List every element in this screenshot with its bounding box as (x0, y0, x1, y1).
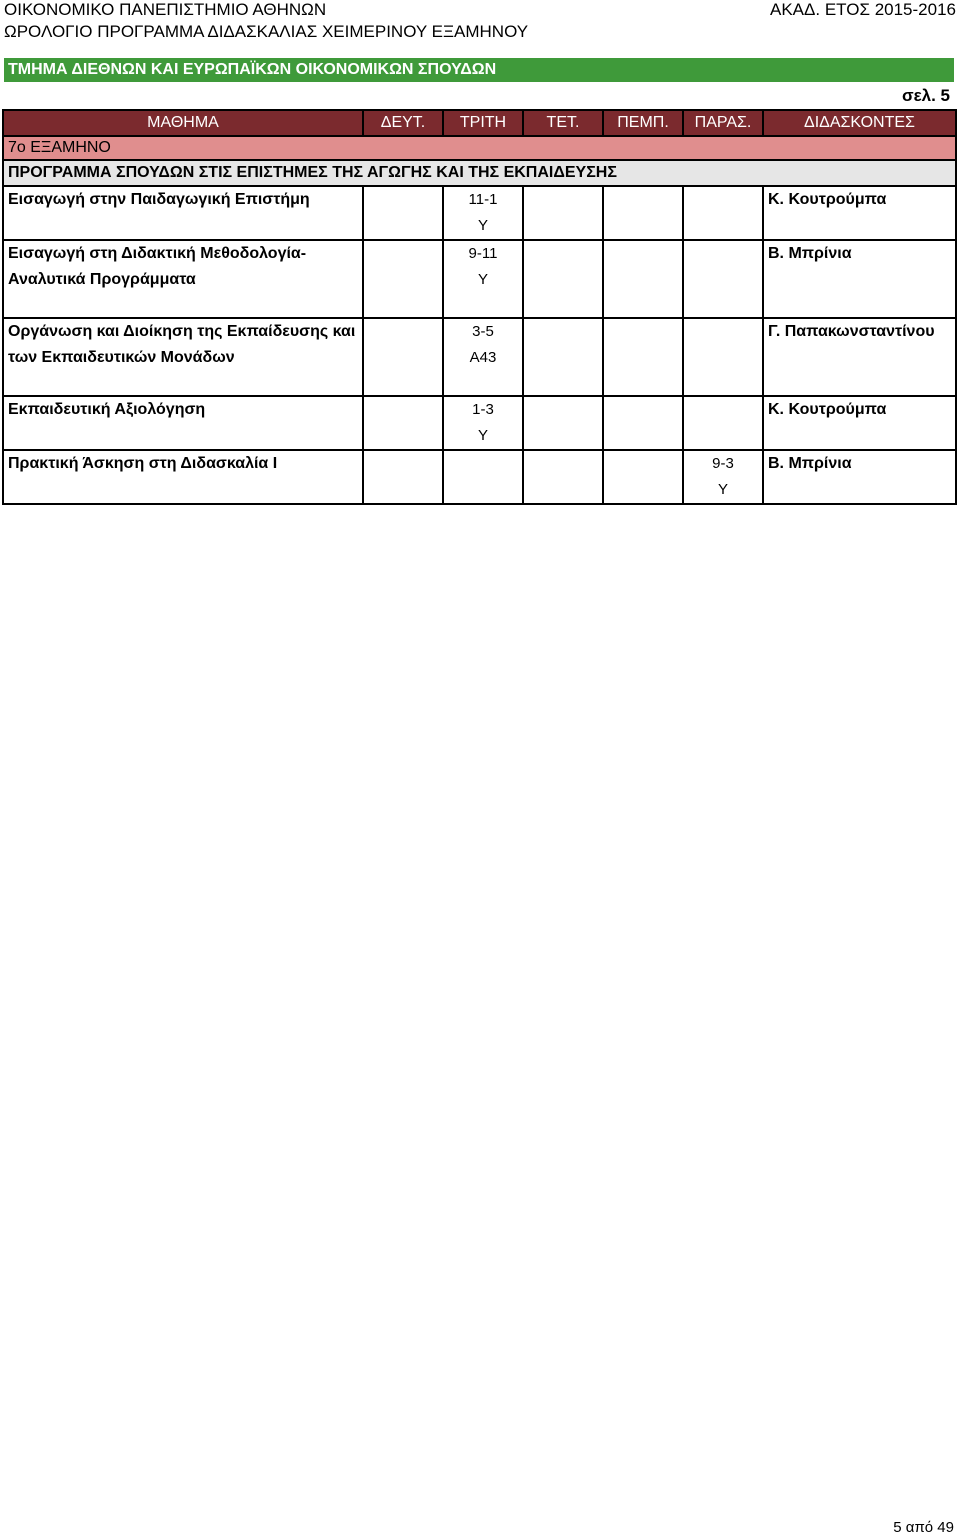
slot-mon (363, 186, 443, 240)
table-row (3, 396, 956, 450)
slot-tue (443, 186, 523, 240)
course-name: Εισαγωγή στην Παιδαγωγική Επιστήμη (3, 186, 363, 240)
slot-wed (523, 396, 603, 450)
course-name: Εκπαιδευτική Αξιολόγηση (3, 396, 363, 450)
table-row (3, 186, 956, 240)
slot-thu (603, 318, 683, 396)
slot-room: Υ (477, 271, 488, 288)
slot-fri (683, 186, 763, 240)
slot-thu (603, 186, 683, 240)
slot-room: Α43 (469, 349, 497, 366)
slot-time: 9-3 (712, 455, 734, 472)
col-header-tue: ΤΡΙΤΗ (443, 110, 523, 136)
slot-room: Υ (477, 217, 488, 234)
table-header-row (3, 110, 956, 136)
table-row (3, 318, 956, 396)
slot-tue (443, 240, 523, 318)
slot-wed (523, 450, 603, 504)
slot-room: Υ (717, 481, 728, 498)
slot-fri (683, 396, 763, 450)
slot-tue (443, 396, 523, 450)
semester-row (3, 136, 956, 160)
semester-label: 7ο ΕΞΑΜΗΝΟ (3, 136, 956, 160)
course-name: Οργάνωση και Διοίκηση της Εκπαίδευσης και των Εκπαιδευτικών Μονάδων (3, 318, 363, 396)
schedule-table (2, 109, 957, 505)
schedule-title: ΩΡΟΛΟΓΙΟ ΠΡΟΓΡΑΜΜΑ ΔΙΔΑΣΚΑΛΙΑΣ ΧΕΙΜΕΡΙΝΟΥ ΕΞΑΜΗΝΟΥ (4, 22, 529, 41)
page-label: σελ. 5 (901, 86, 950, 105)
slot-time: 1-3 (472, 401, 494, 418)
instructor-name: Β. Μπρίνια (763, 240, 956, 318)
slot-wed (523, 240, 603, 318)
instructor-name: Β. Μπρίνια (763, 450, 956, 504)
academic-year: ΑΚΑΔ. ΕΤΟΣ 2015-2016 (770, 0, 956, 19)
university-name: ΟΙΚΟΝΟΜΙΚΟ ΠΑΝΕΠΙΣΤΗΜΙΟ ΑΘΗΝΩΝ (4, 0, 327, 19)
slot-mon (363, 318, 443, 396)
col-header-course: ΜΑΘΗΜΑ (3, 110, 363, 136)
slot-fri (683, 318, 763, 396)
instructor-name: Κ. Κουτρούμπα (763, 396, 956, 450)
slot-thu (603, 450, 683, 504)
slot-wed (523, 318, 603, 396)
slot-time: 11-1 (468, 191, 498, 208)
table-row (3, 240, 956, 318)
slot-fri (683, 240, 763, 318)
col-header-mon: ΔΕΥΤ. (363, 110, 443, 136)
department-banner: ΤΜΗΜΑ ΔΙΕΘΝΩΝ ΚΑΙ ΕΥΡΩΠΑΪΚΩΝ ΟΙΚΟΝΟΜΙΚΩΝ ΣΠΟΥΔΩΝ (4, 58, 954, 82)
slot-tue (443, 450, 523, 504)
col-header-thu: ΠΕΜΠ. (603, 110, 683, 136)
program-label: ΠΡΟΓΡΑΜΜΑ ΣΠΟΥΔΩΝ ΣΤΙΣ ΕΠΙΣΤΗΜΕΣ ΤΗΣ ΑΓΩΓΗΣ ΚΑΙ ΤΗΣ ΕΚΠΑΙΔΕΥΣΗΣ (3, 160, 956, 186)
slot-mon (363, 396, 443, 450)
slot-tue (443, 318, 523, 396)
slot-mon (363, 450, 443, 504)
slot-wed (523, 186, 603, 240)
slot-fri (683, 450, 763, 504)
course-name: Εισαγωγή στη Διδακτική Μεθοδολογία-Αναλυτικά Προγράμματα (3, 240, 363, 318)
program-row (3, 160, 956, 186)
table-row (3, 450, 956, 504)
slot-thu (603, 240, 683, 318)
slot-mon (363, 240, 443, 318)
col-header-fri: ΠΑΡΑΣ. (683, 110, 763, 136)
slot-time: 9-11 (468, 245, 498, 262)
instructor-name: Γ. Παπακωνσταντίνου (763, 318, 956, 396)
course-name: Πρακτική Άσκηση στη Διδασκαλία Ι (3, 450, 363, 504)
col-header-instructors: ΔΙΔΑΣΚΟΝΤΕΣ (763, 110, 956, 136)
slot-thu (603, 396, 683, 450)
col-header-wed: ΤΕΤ. (523, 110, 603, 136)
instructor-name: Κ. Κουτρούμπα (763, 186, 956, 240)
slot-time: 3-5 (472, 323, 494, 340)
slot-room: Υ (477, 427, 488, 444)
page-footer: 5 από 49 (893, 1519, 954, 1536)
